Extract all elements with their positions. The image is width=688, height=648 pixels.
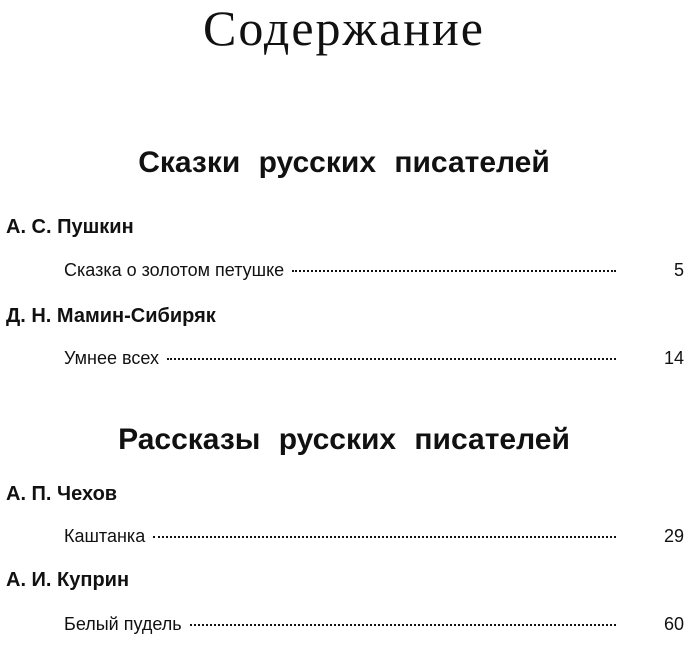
author-name: Д. Н. Мамин-Сибиряк xyxy=(6,305,216,327)
dot-leader xyxy=(153,526,616,538)
author-name: А. П. Чехов xyxy=(6,483,118,505)
dot-leader xyxy=(292,260,616,272)
author-name: А. С. Пушкин xyxy=(6,216,134,238)
section-heading: Сказки русских писателей xyxy=(138,146,550,179)
toc-entry-title: Сказка о золотом петушке xyxy=(64,260,285,280)
toc-page-number: 60 xyxy=(663,614,684,634)
toc-page-number: 14 xyxy=(663,348,684,368)
dot-leader xyxy=(167,348,616,360)
toc-entry-title: Каштанка xyxy=(64,526,146,546)
toc-entry[interactable] xyxy=(64,346,684,370)
section-heading: Рассказы русских писателей xyxy=(118,423,570,456)
toc-entry-title: Белый пудель xyxy=(64,614,182,634)
toc-page-number: 5 xyxy=(673,260,684,280)
toc-entry[interactable] xyxy=(64,524,684,548)
author-name: А. И. Куприн xyxy=(6,569,130,591)
toc-page-number: 29 xyxy=(663,526,684,546)
toc-entry[interactable] xyxy=(64,258,684,282)
dot-leader xyxy=(190,614,616,626)
toc-entry[interactable] xyxy=(64,612,684,636)
toc-entry-title: Умнее всех xyxy=(64,348,159,368)
page-title: Содержание xyxy=(203,0,485,56)
